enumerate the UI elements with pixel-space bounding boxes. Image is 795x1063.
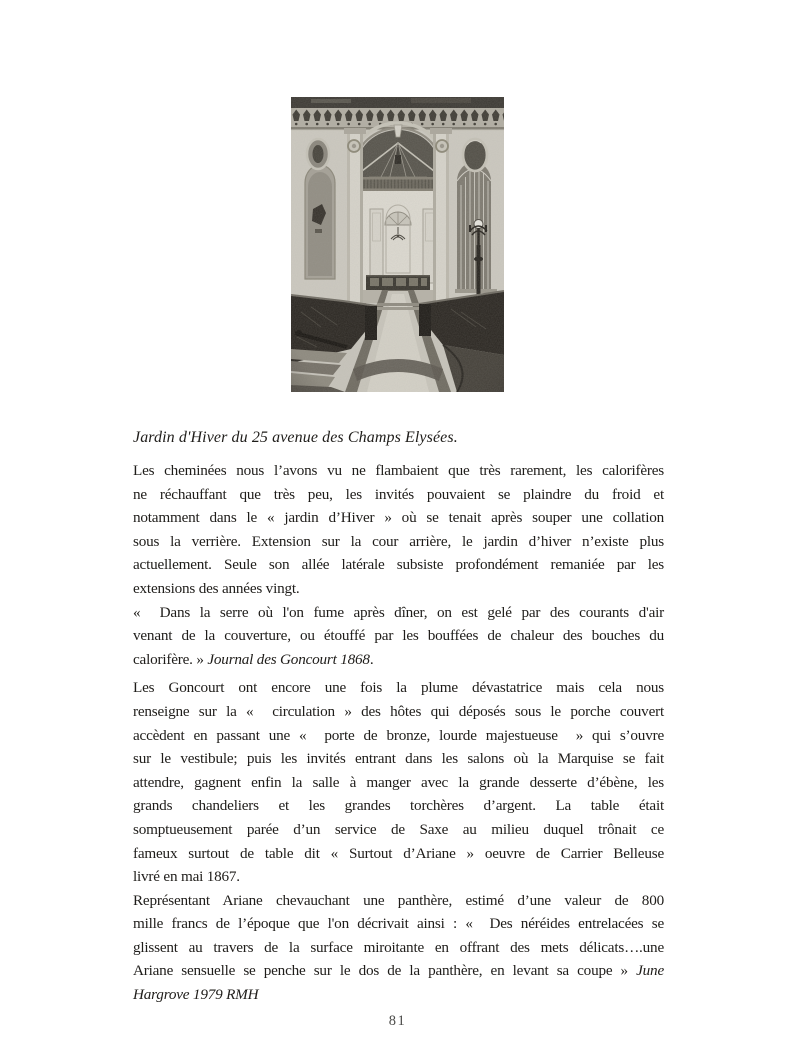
text-line: calorifère. » Journal des Goncourt 1868. xyxy=(133,650,374,668)
text-line: Les cheminées nous l’avons vu ne flambaient que très rarement, les calorifères xyxy=(133,462,664,479)
text-line: somptueusement parée d’un service de Saxe au milieu duquel trônait ce xyxy=(133,820,664,838)
jardin-hiver-photo xyxy=(291,97,504,392)
text-line: grands chandeliers et les grandes torchères d’argent. La table était xyxy=(133,797,664,815)
text-line: livré en mai 1867. xyxy=(133,868,240,886)
paragraph-block-2 xyxy=(133,676,664,1006)
text-line: attendre, gagnent enfin la salle à manger avec la grande desserte d’ébène, les xyxy=(133,773,664,791)
text-line: notamment dans le « jardin d’Hiver » où se tenait après souper une collation xyxy=(133,509,664,527)
text-line: extensions des années vingt. xyxy=(133,579,300,597)
text-line: sous la verrière. Extension sur la cour arrière, le jardin d’hiver n’existe plus xyxy=(133,532,664,550)
text-line: ne réchauffant que très peu, les invités pouvaient se plaindre du froid et xyxy=(133,485,664,503)
paragraph-block-1 xyxy=(133,459,664,671)
text-line: actuellement. Seule son allée latérale subsiste profondément remaniée par les xyxy=(133,556,664,574)
text-line: « Dans la serre où l'on fume après dîner, on est gelé par des courants d'air xyxy=(133,603,664,621)
text-line: mille francs de l’époque que l'on décrivait ainsi : « Des néréides entrelacées se xyxy=(133,915,664,933)
text-line: renseigne sur la « circulation » des hôtes qui déposés sous le porche couvert xyxy=(133,702,664,720)
text-line: glissent au travers de la surface miroitante en offrant des mets délicats….une xyxy=(133,938,664,956)
body-text xyxy=(133,459,664,1007)
photo-caption: Jardin d'Hiver du 25 avenue des Champs Elysées. xyxy=(133,429,458,446)
jardin-hiver-photo-graphic xyxy=(291,97,504,392)
text-line: fameux surtout de table dit « Surtout d’Ariane » oeuvre de Carrier Belleuse xyxy=(133,844,664,862)
text-line: sur le vestibule; puis les invités entrant dans les salons où la Marquise se fait xyxy=(133,750,664,768)
text-line: Représentant Ariane chevauchant une panthère, estimé d’une valeur de 800 xyxy=(133,891,664,909)
text-line: venant de la couverture, ou étouffé par les bouffées de chaleur des bouches du xyxy=(133,627,664,645)
page-number: 81 xyxy=(388,1013,407,1029)
text-line: accèdent en passant une « porte de bronze, lourde majestueuse » qui s’ouvre xyxy=(133,726,664,744)
text-line: Ariane sensuelle se penche sur le dos de la panthère, en levant sa coupe » June xyxy=(133,962,664,980)
text-line: Hargrove 1979 RMH xyxy=(133,986,259,1004)
text-line: Les Goncourt ont encore une fois la plume dévastatrice mais cela nous xyxy=(133,679,664,697)
